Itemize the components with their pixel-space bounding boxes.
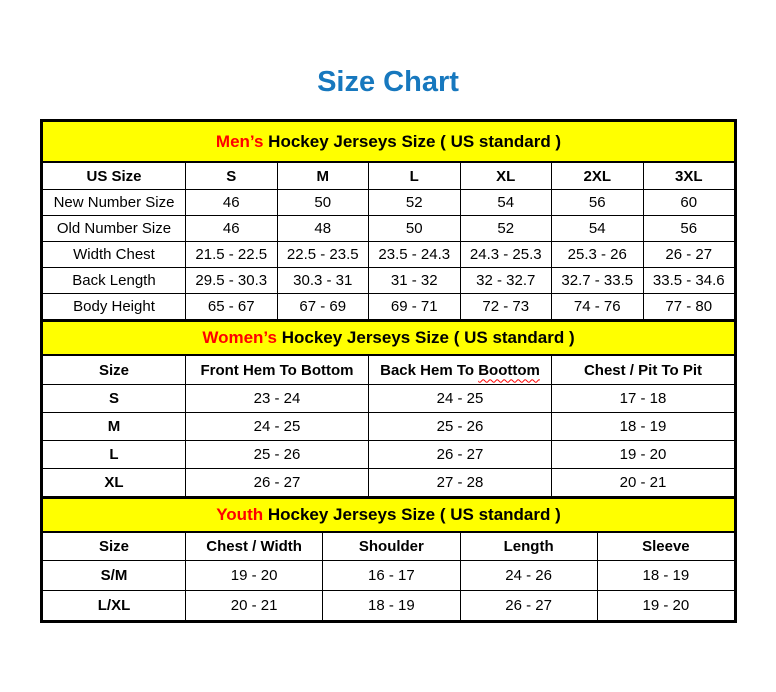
womens-row-label: S (43, 385, 186, 413)
womens-table-row (43, 441, 735, 469)
womens-col-header-2: Back Hem To Boottom (369, 355, 552, 385)
youth-row-label: S/M (43, 561, 186, 591)
mens-table-row (43, 190, 735, 216)
youth-cell: 18 - 19 (597, 561, 734, 591)
womens-row-label: XL (43, 469, 186, 497)
womens-size-table (42, 320, 735, 497)
misspelled-word: Boottom (478, 361, 540, 379)
womens-table-row (43, 385, 735, 413)
mens-col-header-4: XL (460, 162, 552, 190)
mens-section-header (43, 122, 735, 163)
mens-cell: 32 - 32.7 (460, 268, 552, 294)
womens-cell: 25 - 26 (369, 413, 552, 441)
womens-col-header-0: Size (43, 355, 186, 385)
mens-cell: 56 (643, 216, 735, 242)
youth-row-label: L/XL (43, 591, 186, 621)
mens-col-header-2: M (277, 162, 369, 190)
youth-table-row (43, 591, 735, 621)
mens-cell: 60 (643, 190, 735, 216)
womens-col-header-3: Chest / Pit To Pit (552, 355, 735, 385)
mens-cell: 52 (460, 216, 552, 242)
mens-cell: 72 - 73 (460, 294, 552, 320)
youth-table-row (43, 561, 735, 591)
mens-cell: 33.5 - 34.6 (643, 268, 735, 294)
mens-col-header-0: US Size (43, 162, 186, 190)
mens-cell: 54 (460, 190, 552, 216)
mens-size-table (42, 121, 735, 320)
mens-cell: 50 (277, 190, 369, 216)
youth-cell: 16 - 17 (323, 561, 460, 591)
youth-header-text: Hockey Jerseys Size ( US standard ) (263, 505, 561, 524)
mens-col-header-5: 2XL (552, 162, 644, 190)
mens-table-row (43, 216, 735, 242)
mens-cell: 24.3 - 25.3 (460, 242, 552, 268)
womens-cell: 23 - 24 (186, 385, 369, 413)
womens-cell: 25 - 26 (186, 441, 369, 469)
womens-cell: 17 - 18 (552, 385, 735, 413)
mens-cell: 67 - 69 (277, 294, 369, 320)
youth-cell: 19 - 20 (597, 591, 734, 621)
mens-cell: 54 (552, 216, 644, 242)
womens-header-text: Hockey Jerseys Size ( US standard ) (276, 328, 575, 347)
mens-cell: 56 (552, 190, 644, 216)
mens-cell: 31 - 32 (369, 268, 461, 294)
mens-table-row (43, 294, 735, 320)
mens-cell: 46 (186, 190, 278, 216)
size-tables-container (40, 119, 737, 623)
womens-cell: 24 - 25 (369, 385, 552, 413)
youth-col-header-4: Sleeve (597, 532, 734, 561)
womens-row-label: M (43, 413, 186, 441)
youth-size-table (42, 497, 735, 621)
mens-header-text: Hockey Jerseys Size ( US standard ) (263, 131, 562, 151)
mens-cell: 50 (369, 216, 461, 242)
mens-cell: 48 (277, 216, 369, 242)
womens-cell: 24 - 25 (186, 413, 369, 441)
youth-cell: 18 - 19 (323, 591, 460, 621)
youth-cell: 26 - 27 (460, 591, 597, 621)
mens-row-label: Width Chest (43, 242, 186, 268)
womens-section-header (43, 321, 735, 355)
mens-cell: 30.3 - 31 (277, 268, 369, 294)
womens-cell: 18 - 19 (552, 413, 735, 441)
womens-cell: 19 - 20 (552, 441, 735, 469)
mens-row-label: New Number Size (43, 190, 186, 216)
womens-row-label: L (43, 441, 186, 469)
womens-cell: 26 - 27 (369, 441, 552, 469)
womens-accent-label: Women’s (202, 328, 277, 347)
mens-cell: 65 - 67 (186, 294, 278, 320)
womens-cell: 27 - 28 (369, 469, 552, 497)
mens-col-header-1: S (186, 162, 278, 190)
page-title: Size Chart (317, 66, 459, 98)
womens-cell: 26 - 27 (186, 469, 369, 497)
mens-cell: 77 - 80 (643, 294, 735, 320)
mens-cell: 32.7 - 33.5 (552, 268, 644, 294)
mens-row-label: Body Height (43, 294, 186, 320)
mens-cell: 69 - 71 (369, 294, 461, 320)
womens-col-header-1: Front Hem To Bottom (186, 355, 369, 385)
womens-cell: 20 - 21 (552, 469, 735, 497)
mens-cell: 29.5 - 30.3 (186, 268, 278, 294)
youth-col-header-2: Shoulder (323, 532, 460, 561)
youth-col-header-0: Size (43, 532, 186, 561)
mens-cell: 25.3 - 26 (552, 242, 644, 268)
youth-col-header-3: Length (460, 532, 597, 561)
youth-col-header-1: Chest / Width (186, 532, 323, 561)
mens-cell: 52 (369, 190, 461, 216)
mens-table-row (43, 268, 735, 294)
mens-col-header-6: 3XL (643, 162, 735, 190)
womens-table-row (43, 413, 735, 441)
mens-cell: 46 (186, 216, 278, 242)
youth-section-header (43, 498, 735, 532)
youth-cell: 20 - 21 (186, 591, 323, 621)
mens-col-header-3: L (369, 162, 461, 190)
womens-table-row (43, 469, 735, 497)
mens-row-label: Back Length (43, 268, 186, 294)
mens-cell: 26 - 27 (643, 242, 735, 268)
mens-cell: 23.5 - 24.3 (369, 242, 461, 268)
mens-accent-label: Men’s (215, 131, 264, 151)
mens-table-row (43, 242, 735, 268)
youth-cell: 24 - 26 (460, 561, 597, 591)
youth-cell: 19 - 20 (186, 561, 323, 591)
mens-row-label: Old Number Size (43, 216, 186, 242)
mens-cell: 22.5 - 23.5 (277, 242, 369, 268)
youth-accent-label: Youth (216, 505, 264, 524)
mens-cell: 21.5 - 22.5 (186, 242, 278, 268)
mens-cell: 74 - 76 (552, 294, 644, 320)
